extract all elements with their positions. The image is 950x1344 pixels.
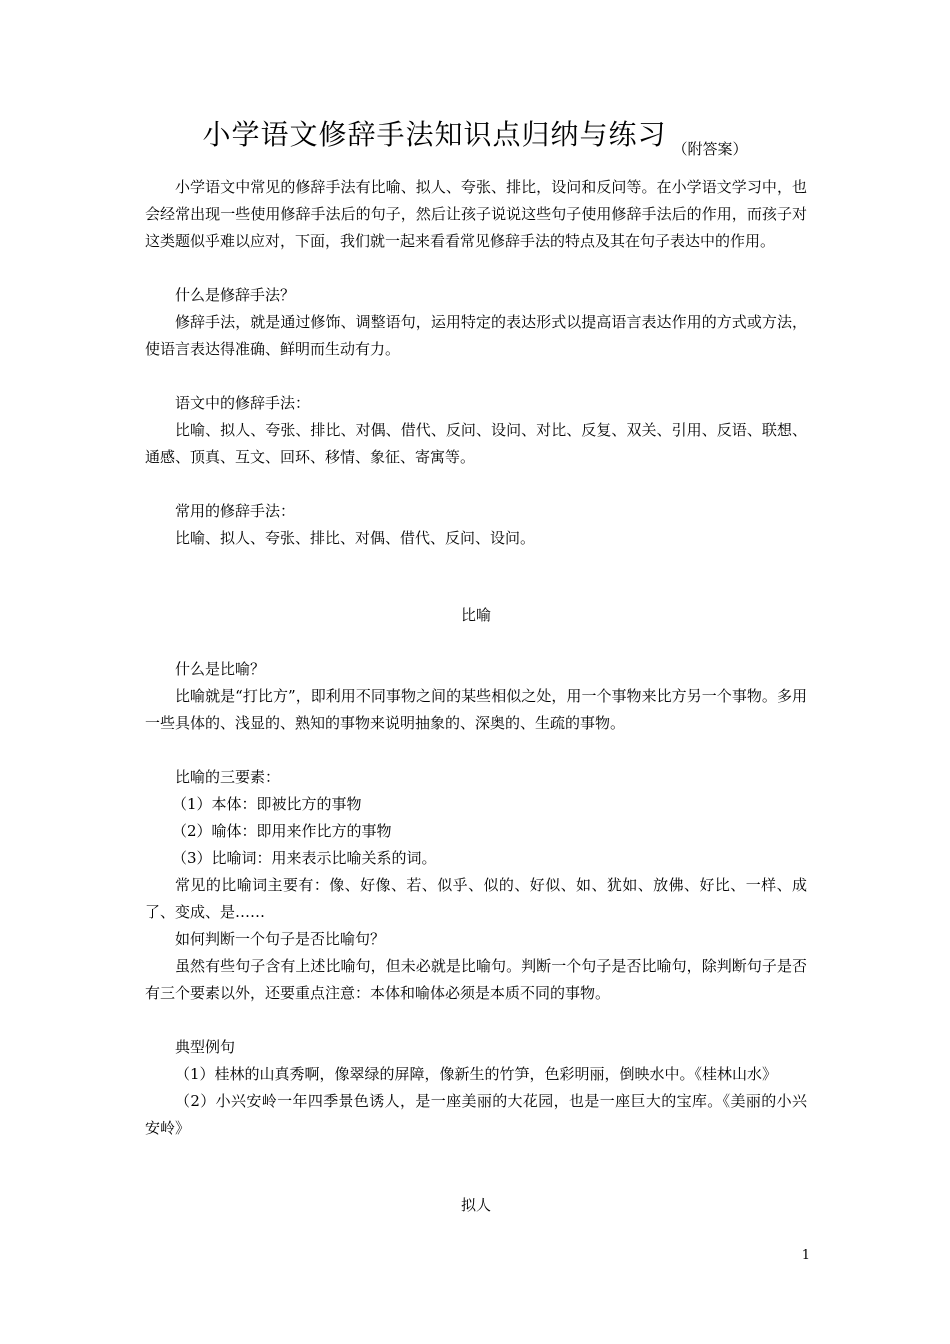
intro-paragraph: 小学语文中常见的修辞手法有比喻、拟人、夸张、排比，设问和反问等。在小学语文学习中，也会经常出现一些使用修辞手法后的句子，然后让孩子说说这些句子使用修辞手法后的作用，而孩子对这类题似乎难以应对，下面，我们就一起来看看常见修辞手法的特点及其在句子表达中的作用。 bbox=[145, 178, 807, 250]
spacer bbox=[145, 255, 807, 282]
common-rhetoric-text: 比喻、拟人、夸张、排比、对偶、借代、反问、设问。 bbox=[175, 529, 536, 547]
section-heading-personification: 拟人 bbox=[460, 1196, 491, 1214]
common-metaphor-words: 常见的比喻词主要有：像、好像、若、似乎、似的、好似、如、犹如、放佛、好比、一样、成了、变成、是…… bbox=[145, 876, 807, 921]
what-is-metaphor-text: 比喻就是“打比方”，即利用不同事物之间的某些相似之处，用一个事物来比方另一个事物。多用一些具体的、浅显的、熟知的事物来说明抽象的、深奥的、生疏的事物。 bbox=[145, 687, 807, 732]
spacer bbox=[145, 1142, 807, 1192]
example-sentence: （1）桂林的山真秀啊，像翠绿的屏障，像新生的竹笋，色彩明丽，倒映水中。《桂林山水》 bbox=[175, 1065, 778, 1083]
what-is-rhetoric-text: 修辞手法，就是通过修饰、调整语句，运用特定的表达形式以提高语言表达作用的方式或方法，使语言表达得准确、鲜明而生动有力。 bbox=[145, 313, 807, 358]
spacer bbox=[145, 471, 807, 498]
spacer bbox=[145, 363, 807, 390]
document-body bbox=[145, 174, 807, 1219]
rhetoric-list-text: 比喻、拟人、夸张、排比、对偶、借代、反问、设问、对比、反复、双关、引用、反语、联想、通感、顶真、互文、回环、移情、象征、寄寓等。 bbox=[145, 421, 807, 466]
what-is-rhetoric-label: 什么是修辞手法？ bbox=[175, 286, 296, 304]
rhetoric-list-label: 语文中的修辞手法： bbox=[175, 394, 311, 412]
spacer bbox=[145, 1007, 807, 1034]
section-heading-metaphor: 比喻 bbox=[460, 606, 491, 624]
common-rhetoric-label: 常用的修辞手法： bbox=[175, 502, 296, 520]
example-sentence: （2）小兴安岭一年四季景色诱人，是一座美丽的大花园，也是一座巨大的宝库。《美丽的小兴安岭》 bbox=[145, 1092, 807, 1137]
page-number: 1 bbox=[801, 1248, 810, 1263]
metaphor-element-item: （1）本体：即被比方的事物 bbox=[172, 795, 362, 813]
title-block bbox=[0, 113, 950, 158]
document-title: 小学语文修辞手法知识点归纳与练习 bbox=[202, 118, 667, 151]
spacer bbox=[145, 552, 807, 602]
what-is-metaphor-label: 什么是比喻？ bbox=[175, 660, 266, 678]
examples-label: 典型例句 bbox=[175, 1038, 236, 1056]
metaphor-element-item: （3）比喻词：用来表示比喻关系的词。 bbox=[172, 849, 437, 867]
metaphor-element-item: （2）喻体：即用来作比方的事物 bbox=[172, 822, 392, 840]
judge-metaphor-label: 如何判断一个句子是否比喻句？ bbox=[175, 930, 386, 948]
title-note: （附答案） bbox=[672, 140, 748, 158]
spacer bbox=[145, 737, 807, 764]
metaphor-elements-label: 比喻的三要素： bbox=[175, 768, 281, 786]
judge-metaphor-text: 虽然有些句子含有上述比喻句，但未必就是比喻句。判断一个句子是否比喻句，除判断句子是否有三个要素以外，还要重点注意：本体和喻体必须是本质不同的事物。 bbox=[145, 957, 807, 1002]
spacer bbox=[145, 629, 807, 656]
